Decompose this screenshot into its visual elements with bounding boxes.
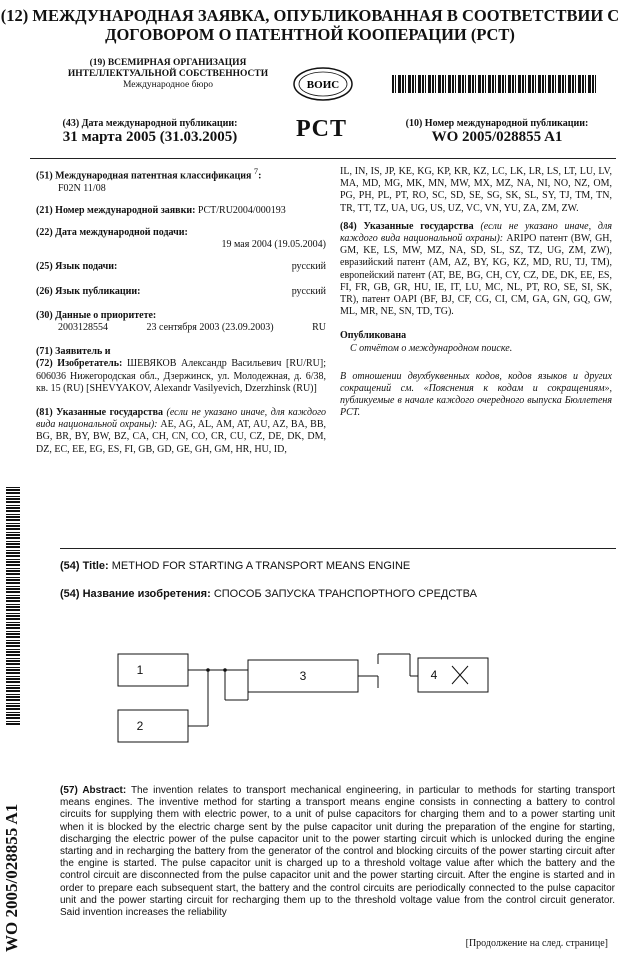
field-84 [340,221,612,319]
title-54-en [60,560,616,572]
field-21-value: PCT/RU2004/000193 [197,204,286,216]
field-81-list: AE, AG, AL, AM, AT, AU, AZ, BA, BB, BG, BR, BY, BW, BZ, CA, CH, CN, CO, CR, CU, CZ, DE, DK, DM, DZ, EC, EE, EG, ES, FI, GB, GD, GE, GH, GM, HR, HU, ID, [36,419,326,455]
side-publication-number [2,740,26,960]
field-51-value: F02N 11/08 [58,182,106,194]
side-number-text: WO 2005/028855 A1 [2,803,21,952]
publication-number-block [392,118,602,146]
field-51-label: (51) Международная патентная классификация [36,170,252,182]
field-21-label: (21) Номер международной заявки: [36,204,196,216]
title-line-2: ДОГОВОРОМ О ПАТЕНТНОЙ КООПЕРАЦИИ (PCT) [105,25,515,44]
field-21 [36,205,326,217]
title-line-1: (12) МЕЖДУНАРОДНАЯ ЗАЯВКА, ОПУБЛИКОВАННАЯ В СООТВЕТСТВИИ С [0,6,620,25]
header-divider [30,158,616,159]
mid-divider [60,548,616,549]
field-51: (51) Международная патентная классификация $^7$: F02N 11/08 [36,166,326,195]
document-title [0,6,620,44]
field-30-number: 2003128554 [58,321,108,333]
field-30 [36,310,326,334]
org-line-1: (19) ВСЕМИРНАЯ ОРГАНИЗАЦИЯ [89,58,247,68]
field-72-text: ШЕВЯКОВ Александр Васильевич [RU/RU]; 606036 Нижегородская обл., Дзержинск, ул. Молодежная, д. 6/38, кв. 15 (RU) [SHEVYAKOV, Alexandr Vasilyevich, Dzerzhinsk (RU)] [36,358,326,394]
field-26-label: (26) Язык публикации: [36,285,141,297]
continued-note: [Продолжение на след. странице] [465,938,608,949]
organization-block [58,58,278,91]
field-84-note: (если не указано иначе, для каждого вида национальной охраны): [340,220,612,245]
field-72 [36,358,326,395]
box-1-label: 1 [136,663,144,677]
published-text: С отчётом о международном поиске. [350,342,513,354]
org-line-2: ИНТЕЛЛЕКТУАЛЬНОЙ СОБСТВЕННОСТИ [67,69,269,79]
field-51-sup: 7 [253,167,259,176]
pub-num: WO 2005/028855 A1 [431,129,563,145]
field-26 [36,286,326,298]
publication-date-block [30,118,270,146]
title-ru-label: (54) Название изобретения: [60,588,211,600]
field-30-label: (30) Данные о приоритете: [36,309,157,321]
title-ru-value: СПОСОБ ЗАПУСКА ТРАНСПОРТНОГО СРЕДСТВА [213,588,477,600]
pub-date-label: (43) Дата международной публикации: [62,118,238,129]
field-81-note: (если не указано иначе, для каждого вида национальной охраны): [36,406,326,431]
field-22 [36,227,326,251]
pub-num-label: (10) Номер международной публикации: [405,118,589,129]
field-25-value: русский [291,261,326,273]
field-30-date: 23 сентября 2003 (23.09.2003) [146,321,274,333]
title-en-value: METHOD FOR STARTING A TRANSPORT MEANS ENGINE [111,560,411,572]
block-diagram [100,640,500,755]
logo-text: ВОИС [306,79,340,91]
field-84-label: (84) Указанные государства [340,220,474,232]
field-25-label: (25) Язык подачи: [36,261,118,273]
org-line-3: Международное бюро [122,80,214,90]
field-22-label: (22) Дата международной подачи: [36,226,188,238]
box-3-label: 3 [299,669,307,683]
pct-label: PCT [296,116,347,142]
abstract-label: (57) Abstract: [60,785,127,796]
field-81 [36,407,326,456]
barcode-side [6,485,20,725]
box-1 [118,654,188,686]
box-4-label: 4 [430,668,438,682]
field-71: (71) Заявитель и [36,346,111,358]
box-2-label: 2 [136,719,144,733]
abstract-text: The invention relates to transport mechanical engineering, in particular to methods for starting transport means engines. The inventive method for starting a transport means engine consists in connecting a battery to control circuits for supplying them with electric power, to a unit of pulse capacitors for charging them and to a power starting unit when it is blocked by the electric charge sent by the pulse capacitor unit during the preparation of the engine for starting, discharging the electric power of the pulse capacitor unit to the power starting circuit which is unlocked during the engine starting and in recharging the battery from the generator of the control and blocking circuits of the power starting circuit after the engine is started. The pulse capacitor unit is charged up to a threshold voltage value after which the battery and the control circuit are disconnected from the pulse capacitor unit and the power starting circuit. After the engine is started and in order to prepare each subsequent start, the battery and the control circuits are periodically connected to the pulse capacitor unit and the power starting circuit for recharging them up to the threshold voltage value from the control circuit generator. Said invention increases the reliability [60,785,615,919]
field-81-continued: IL, IN, IS, JP, KE, KG, KP, KR, KZ, LC, LK, LR, LS, LT, LU, LV, MA, MD, MG, MK, MN, MW, MX, MZ, NA, NI, NO, NZ, OM, PG, PH, PL, PT, RO, SC, SD, SE, SG, SK, SL, SY, TJ, TM, TN, TR, TT, TZ, UA, UG, US, UZ, VC, VN, YU, ZA, ZM, ZW. [340,166,612,214]
field-81-label: (81) Указанные государства [36,406,163,418]
field-22-value: 19 мая 2004 (19.05.2004) [221,239,326,251]
field-72-label: (72) Изобретатель: [36,358,123,370]
title-en-label: (54) Title: [60,560,109,572]
codes-note: В отношении двухбуквенных кодов, кодов языков и других сокращений см. «Пояснения к кодам и сокращениям», публикуемые в начале каждого очередного выпуска Бюллетеня PCT. [340,370,612,419]
box-4 [418,658,488,692]
title-54-ru [60,588,616,600]
field-25 [36,261,326,273]
field-30-country: RU [312,321,326,333]
box-2 [118,710,188,742]
pub-date: 31 марта 2005 (31.03.2005) [62,129,238,145]
published-label: Опубликована [340,330,407,342]
barcode-top [392,75,596,93]
abstract [60,785,615,919]
left-column [36,166,326,456]
right-column [340,166,612,420]
field-26-value: русский [291,285,326,297]
field-84-text: ARIPO патент (BW, GH, GM, KE, LS, MW, MZ, NA, SD, SL, SZ, TZ, UG, ZM, ZW), евразийский патент (AM, AZ, BY, KG, KZ, MD, RU, TJ, TM), европейский патент (AT, BE, BG, CH, CY, CZ, DE, DK, EE, ES, FI, FR, GB, GR, HU, IE, IT, LU, MC, NL, PT, RO, SE, SI, SK, TR), патент OAPI (BF, BJ, CF, CG, CI, CM, GA, GN, GQ, GW, ML, MR, NE, SN, TD, TG). [340,233,613,318]
wipo-logo-icon [292,66,354,102]
